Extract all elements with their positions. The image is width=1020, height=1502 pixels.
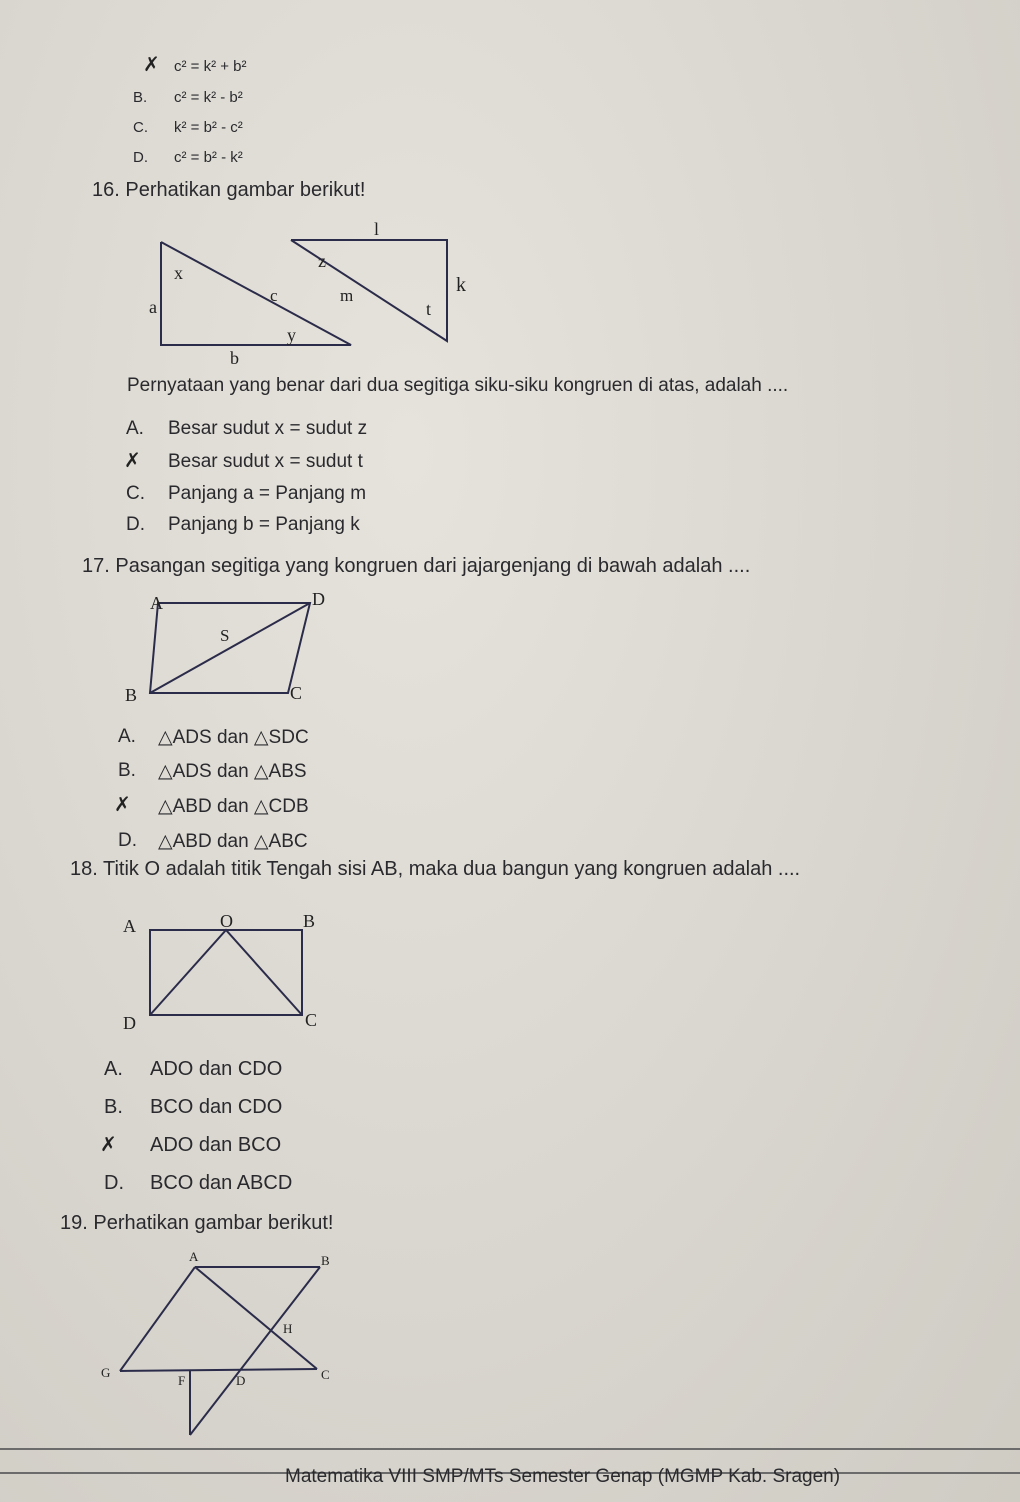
q15-option-a-text: c² = k² + b²	[174, 58, 247, 75]
q18-rectangle-figure	[115, 905, 335, 1035]
q15-option-b-letter: B.	[133, 89, 148, 106]
q15-option-c-letter: C.	[133, 119, 148, 136]
q18-option-d-text: BCO dan ABCD	[150, 1172, 293, 1194]
label-A: A	[123, 916, 136, 936]
label-a: a	[149, 297, 157, 317]
label-B: B	[125, 685, 138, 705]
label-S: S	[220, 626, 230, 645]
q18-option-b-text: BCO dan CDO	[150, 1096, 283, 1118]
label-H: H	[283, 1321, 293, 1336]
label-y: y	[287, 325, 296, 345]
q17-option-a-letter: A.	[118, 726, 136, 747]
label-O: O	[220, 911, 233, 931]
label-t: t	[426, 299, 432, 319]
label-b: b	[230, 348, 239, 368]
q16-option-c-text: Panjang a = Panjang m	[168, 483, 367, 504]
label-k: k	[456, 274, 466, 296]
q17-option-b-letter: B.	[118, 760, 136, 781]
q17-option-a-text: △ADS dan △SDC	[158, 727, 309, 748]
q16-option-a-text: Besar sudut x = sudut z	[168, 418, 368, 439]
label-x: x	[174, 263, 183, 283]
q17-parallelogram-figure	[120, 585, 340, 710]
q17-option-c-text: △ABD dan △CDB	[158, 796, 309, 817]
answer-cross-mark: ✗	[143, 54, 160, 76]
q15-option-d-text: c² = b² - k²	[174, 149, 243, 166]
label-B: B	[321, 1253, 330, 1268]
label-F: F	[178, 1373, 186, 1388]
q15-option-c-text: k² = b² - c²	[174, 119, 243, 136]
triangle-doc	[150, 930, 302, 1015]
q16-option-d-letter: D.	[126, 514, 145, 535]
label-D: D	[312, 589, 325, 609]
label-m: m	[340, 286, 354, 305]
q18-option-a-letter: A.	[104, 1058, 123, 1080]
label-A: A	[189, 1249, 199, 1264]
diagonal-bd	[150, 603, 310, 693]
label-B: B	[303, 911, 316, 931]
q19-title: 19. Perhatikan gambar berikut!	[60, 1212, 334, 1234]
footer-divider-top	[0, 1448, 1020, 1450]
q16-option-d-text: Panjang b = Panjang k	[168, 514, 360, 535]
answer-cross-mark: ✗	[100, 1134, 117, 1156]
q17-title: 17. Pasangan segitiga yang kongruen dari jajargenjang di bawah adalah ....	[82, 555, 751, 577]
line-bf	[190, 1267, 320, 1435]
label-D: D	[236, 1373, 246, 1388]
answer-cross-mark: ✗	[114, 794, 131, 816]
q18-option-d-letter: D.	[104, 1172, 124, 1194]
q16-option-b-text: Besar sudut x = sudut t	[168, 451, 363, 472]
q16-statement: Pernyataan yang benar dari dua segitiga siku-siku kongruen di atas, adalah ....	[127, 375, 789, 396]
answer-cross-mark: ✗	[124, 450, 141, 472]
q18-option-a-text: ADO dan CDO	[150, 1058, 283, 1080]
label-z: z	[318, 251, 326, 271]
q15-option-b-text: c² = k² - b²	[174, 89, 243, 106]
q18-title: 18. Titik O adalah titik Tengah sisi AB, maka dua bangun yang kongruen adalah ....	[70, 858, 801, 880]
label-C: C	[290, 683, 303, 703]
q16-option-c-letter: C.	[126, 483, 145, 504]
line-ag	[120, 1267, 195, 1371]
label-c: c	[270, 286, 278, 305]
line-gc	[120, 1369, 317, 1371]
label-C: C	[321, 1367, 330, 1382]
q17-option-b-text: △ADS dan △ABS	[158, 761, 307, 782]
q16-title: 16. Perhatikan gambar berikut!	[92, 179, 366, 201]
q16-triangles-figure	[140, 215, 500, 375]
q15-option-d-letter: D.	[133, 149, 148, 166]
page-footer: Matematika VIII SMP/MTs Semester Genap (MGMP Kab. Sragen)	[285, 1466, 841, 1487]
label-A: A	[150, 593, 163, 613]
label-G: G	[101, 1365, 111, 1380]
label-D: D	[123, 1013, 136, 1033]
q18-option-b-letter: B.	[104, 1096, 123, 1118]
q19-figure	[95, 1245, 355, 1440]
q16-option-a-letter: A.	[126, 418, 144, 439]
rectangle-abcd	[150, 930, 302, 1015]
line-ac	[195, 1267, 317, 1369]
label-l: l	[374, 219, 380, 239]
q18-option-c-text: ADO dan BCO	[150, 1134, 282, 1156]
q17-option-d-letter: D.	[118, 830, 137, 851]
label-C: C	[305, 1010, 318, 1030]
q17-option-d-text: △ABD dan △ABC	[158, 831, 308, 852]
